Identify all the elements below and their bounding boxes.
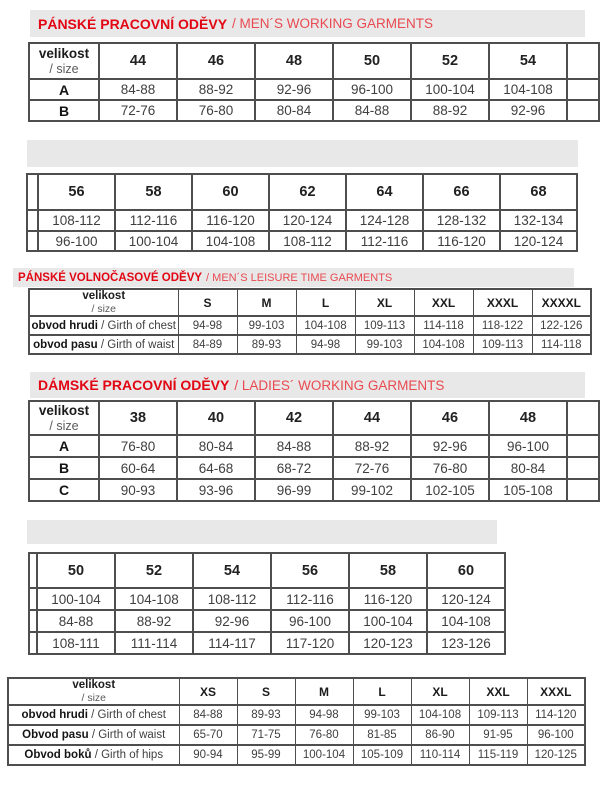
cut-off-column-cell xyxy=(567,401,599,435)
size-column-header: 54 xyxy=(193,553,271,588)
size-value-cell: 92-96 xyxy=(193,610,271,632)
size-value-cell: 86-90 xyxy=(411,725,469,745)
size-value-cell: 108-112 xyxy=(193,588,271,610)
size-value-cell: 90-93 xyxy=(99,479,177,501)
size-value-cell: 94-98 xyxy=(178,316,237,335)
size-column-header: 52 xyxy=(411,43,489,79)
size-value-cell: 68-72 xyxy=(255,457,333,479)
size-label-header-cell: velikost / size xyxy=(29,401,99,435)
row-label-cell: C xyxy=(29,479,99,501)
size-value-cell: 118-122 xyxy=(473,316,532,335)
size-label-header-cell: velikost / size xyxy=(29,43,99,79)
size-value-cell: 123-126 xyxy=(427,632,505,654)
ladies-working-sizes-table-38-48 xyxy=(28,400,600,502)
size-value-cell: 93-96 xyxy=(177,479,255,501)
section-title-czech: DÁMSKÉ PRACOVNÍ ODĚVY xyxy=(38,377,230,393)
size-value-cell: 111-114 xyxy=(115,632,193,654)
cut-off-column-cell xyxy=(567,43,599,79)
size-value-cell: 100-104 xyxy=(411,79,489,100)
size-value-cell: 116-120 xyxy=(349,588,427,610)
size-value-cell: 132-134 xyxy=(500,210,577,231)
size-value-cell: 120-124 xyxy=(269,210,346,231)
size-value-cell: 114-120 xyxy=(527,705,585,725)
size-value-cell: 128-132 xyxy=(423,210,500,231)
size-value-cell: 96-100 xyxy=(527,725,585,745)
size-value-cell: 117-120 xyxy=(271,632,349,654)
section-title-english: / MEN´S WORKING GARMENTS xyxy=(232,16,434,31)
size-value-cell: 100-104 xyxy=(295,745,353,765)
size-value-cell: 100-104 xyxy=(37,588,115,610)
size-value-cell: 89-93 xyxy=(237,335,296,354)
size-value-cell: 94-98 xyxy=(296,335,355,354)
size-column-header: S xyxy=(178,289,237,316)
cut-off-column-cell xyxy=(27,174,38,210)
size-column-header: 52 xyxy=(115,553,193,588)
size-column-header: 42 xyxy=(255,401,333,435)
ladies-letter-sizes-table xyxy=(7,677,586,766)
cut-off-column-cell xyxy=(29,588,37,610)
size-column-header: 64 xyxy=(346,174,423,210)
size-value-cell: 100-104 xyxy=(115,231,192,251)
size-value-cell: 109-113 xyxy=(473,335,532,354)
size-value-cell: 114-118 xyxy=(532,335,591,354)
size-value-cell: 105-108 xyxy=(489,479,567,501)
size-value-cell: 120-125 xyxy=(527,745,585,765)
size-column-header: 44 xyxy=(333,401,411,435)
size-value-cell: 120-124 xyxy=(427,588,505,610)
size-value-cell: 114-118 xyxy=(414,316,473,335)
size-value-cell: 72-76 xyxy=(333,457,411,479)
size-column-header: 50 xyxy=(37,553,115,588)
size-value-cell: 104-108 xyxy=(414,335,473,354)
cut-off-column-cell xyxy=(567,100,599,121)
row-label-cell: Obvod boků / Girth of hips xyxy=(8,745,179,765)
size-value-cell: 116-120 xyxy=(192,210,269,231)
size-value-cell: 95-99 xyxy=(237,745,295,765)
size-value-cell: 80-84 xyxy=(489,457,567,479)
size-column-header: 66 xyxy=(423,174,500,210)
size-column-header: 56 xyxy=(271,553,349,588)
size-column-header: 44 xyxy=(99,43,177,79)
size-value-cell: 99-103 xyxy=(237,316,296,335)
size-column-header: 40 xyxy=(177,401,255,435)
cut-off-column-cell xyxy=(567,479,599,501)
size-value-cell: 64-68 xyxy=(177,457,255,479)
size-value-cell: 114-117 xyxy=(193,632,271,654)
size-column-header: L xyxy=(296,289,355,316)
size-label-header-cell: velikost / size xyxy=(29,289,178,316)
cut-off-column-cell xyxy=(27,210,38,231)
size-column-header: 58 xyxy=(115,174,192,210)
size-value-cell: 124-128 xyxy=(346,210,423,231)
size-column-header: 62 xyxy=(269,174,346,210)
size-value-cell: 108-112 xyxy=(269,231,346,251)
size-value-cell: 104-108 xyxy=(115,588,193,610)
size-column-header: L xyxy=(353,678,411,705)
size-column-header: 50 xyxy=(333,43,411,79)
section-divider-bar xyxy=(27,140,578,167)
size-column-header: XXXL xyxy=(473,289,532,316)
section-title-czech: PÁNSKÉ PRACOVNÍ ODĚVY xyxy=(38,15,228,32)
size-column-header: XS xyxy=(179,678,237,705)
size-column-header: XXXXL xyxy=(532,289,591,316)
cut-off-column-cell xyxy=(567,79,599,100)
size-column-header: XXL xyxy=(469,678,527,705)
size-value-cell: 104-108 xyxy=(411,705,469,725)
size-value-cell: 65-70 xyxy=(179,725,237,745)
size-value-cell: 94-98 xyxy=(295,705,353,725)
size-value-cell: 120-123 xyxy=(349,632,427,654)
size-value-cell: 81-85 xyxy=(353,725,411,745)
size-column-header: 60 xyxy=(192,174,269,210)
section-title-czech: PÁNSKÉ VOLNOČASOVÉ ODĚVY xyxy=(18,271,203,284)
size-value-cell: 115-119 xyxy=(469,745,527,765)
size-value-cell: 96-100 xyxy=(333,79,411,100)
size-value-cell: 89-93 xyxy=(237,705,295,725)
size-value-cell: 99-103 xyxy=(353,705,411,725)
size-value-cell: 72-76 xyxy=(99,100,177,121)
size-value-cell: 76-80 xyxy=(177,100,255,121)
size-column-header: 68 xyxy=(500,174,577,210)
row-label-cell: Obvod pasu / Girth of waist xyxy=(8,725,179,745)
size-value-cell: 88-92 xyxy=(115,610,193,632)
size-value-cell: 90-94 xyxy=(179,745,237,765)
size-column-header: 48 xyxy=(255,43,333,79)
size-column-header: M xyxy=(295,678,353,705)
size-value-cell: 76-80 xyxy=(99,435,177,457)
size-column-header: XL xyxy=(411,678,469,705)
size-value-cell: 84-89 xyxy=(178,335,237,354)
size-value-cell: 84-88 xyxy=(179,705,237,725)
section-title-english: / MEN´S LEISURE TIME GARMENTS xyxy=(206,271,393,284)
size-value-cell: 108-111 xyxy=(37,632,115,654)
cut-off-column-cell xyxy=(29,553,37,588)
size-value-cell: 99-103 xyxy=(355,335,414,354)
size-value-cell: 80-84 xyxy=(177,435,255,457)
size-value-cell: 76-80 xyxy=(295,725,353,745)
size-value-cell: 104-108 xyxy=(427,610,505,632)
row-label-cell: A xyxy=(29,435,99,457)
size-column-header: XXXL xyxy=(527,678,585,705)
size-value-cell: 116-120 xyxy=(423,231,500,251)
size-value-cell: 76-80 xyxy=(411,457,489,479)
section-title-english: / LADIES´ WORKING GARMENTS xyxy=(234,377,445,393)
size-value-cell: 112-116 xyxy=(346,231,423,251)
men-working-sizes-table-56-68 xyxy=(26,173,578,252)
size-column-header: 54 xyxy=(489,43,567,79)
size-value-cell: 102-105 xyxy=(411,479,489,501)
size-value-cell: 60-64 xyxy=(99,457,177,479)
size-value-cell: 84-88 xyxy=(333,100,411,121)
size-value-cell: 92-96 xyxy=(489,100,567,121)
section-header-men-working xyxy=(30,10,585,37)
size-column-header: XXL xyxy=(414,289,473,316)
size-value-cell: 104-108 xyxy=(489,79,567,100)
size-value-cell: 88-92 xyxy=(333,435,411,457)
size-value-cell: 91-95 xyxy=(469,725,527,745)
size-column-header: M xyxy=(237,289,296,316)
size-column-header: 48 xyxy=(489,401,567,435)
size-value-cell: 120-124 xyxy=(500,231,577,251)
size-label-header-cell: velikost / size xyxy=(8,678,179,705)
size-column-header: 56 xyxy=(38,174,115,210)
size-value-cell: 109-113 xyxy=(355,316,414,335)
size-column-header: 46 xyxy=(411,401,489,435)
cut-off-column-cell xyxy=(29,610,37,632)
size-value-cell: 92-96 xyxy=(411,435,489,457)
size-value-cell: 96-100 xyxy=(38,231,115,251)
ladies-working-sizes-table-50-60 xyxy=(28,552,506,655)
size-value-cell: 110-114 xyxy=(411,745,469,765)
size-value-cell: 80-84 xyxy=(255,100,333,121)
size-value-cell: 96-99 xyxy=(255,479,333,501)
row-label-cell: obvod hrudi / Girth of chest xyxy=(8,705,179,725)
size-value-cell: 99-102 xyxy=(333,479,411,501)
size-column-header: 38 xyxy=(99,401,177,435)
size-value-cell: 109-113 xyxy=(469,705,527,725)
size-value-cell: 71-75 xyxy=(237,725,295,745)
cut-off-column-cell xyxy=(567,457,599,479)
size-value-cell: 112-116 xyxy=(115,210,192,231)
section-header-ladies-working xyxy=(30,372,585,398)
section-divider-bar xyxy=(27,520,497,544)
cut-off-column-cell xyxy=(27,231,38,251)
size-value-cell: 84-88 xyxy=(99,79,177,100)
size-value-cell: 84-88 xyxy=(255,435,333,457)
size-value-cell: 104-108 xyxy=(192,231,269,251)
row-label-cell: obvod hrudi / Girth of chest xyxy=(29,316,178,335)
size-value-cell: 84-88 xyxy=(37,610,115,632)
size-value-cell: 108-112 xyxy=(38,210,115,231)
size-value-cell: 105-109 xyxy=(353,745,411,765)
size-column-header: 60 xyxy=(427,553,505,588)
row-label-cell: B xyxy=(29,457,99,479)
cut-off-column-cell xyxy=(567,435,599,457)
cut-off-column-cell xyxy=(29,632,37,654)
size-value-cell: 96-100 xyxy=(271,610,349,632)
size-value-cell: 104-108 xyxy=(296,316,355,335)
size-value-cell: 88-92 xyxy=(177,79,255,100)
row-label-cell: obvod pasu / Girth of waist xyxy=(29,335,178,354)
size-value-cell: 88-92 xyxy=(411,100,489,121)
size-column-header: 46 xyxy=(177,43,255,79)
men-working-sizes-table-44-54 xyxy=(28,42,600,122)
size-value-cell: 96-100 xyxy=(489,435,567,457)
size-column-header: XL xyxy=(355,289,414,316)
section-header-men-leisure xyxy=(13,268,574,287)
men-leisure-sizes-table xyxy=(28,288,592,355)
size-column-header: S xyxy=(237,678,295,705)
size-value-cell: 100-104 xyxy=(349,610,427,632)
size-column-header: 58 xyxy=(349,553,427,588)
size-value-cell: 92-96 xyxy=(255,79,333,100)
size-value-cell: 122-126 xyxy=(532,316,591,335)
size-value-cell: 112-116 xyxy=(271,588,349,610)
row-label-cell: A xyxy=(29,79,99,100)
row-label-cell: B xyxy=(29,100,99,121)
